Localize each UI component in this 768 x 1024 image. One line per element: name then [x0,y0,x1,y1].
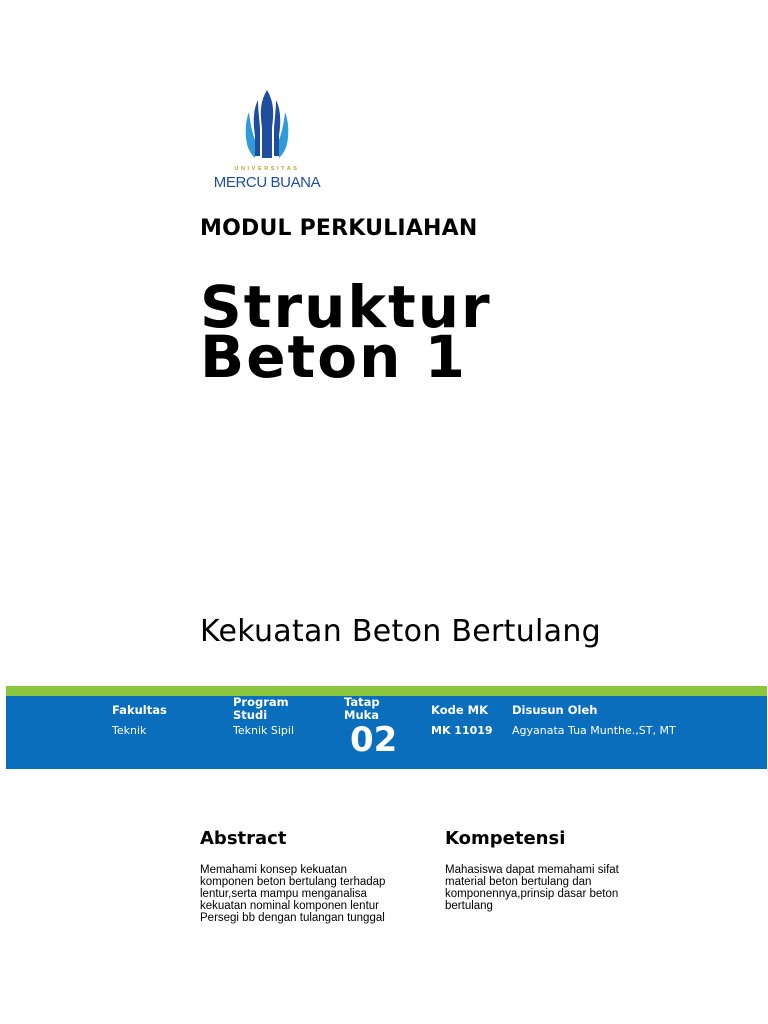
logo-university-name: MERCU BUANA [213,174,321,191]
fakultas-label: Fakultas [112,703,167,717]
abstract-body [200,864,430,924]
course-title-line-1: Struktur [200,273,492,341]
series-label: MODUL PERKULIAHAN [200,216,478,241]
fakultas-value: Teknik [112,724,147,737]
course-info-bar [6,696,767,769]
abstract-line: Memahami konsep kekuatan [200,864,348,876]
program-label-line-1: Program [233,695,289,709]
fakultas-column [112,704,167,737]
kode-mk-label: Kode MK [431,703,489,717]
tatap-muka-column [344,696,397,758]
kompetensi-line: Mahasiswa dapat memahami sifat [445,864,619,876]
course-title-line-2: Beton 1 [200,323,467,391]
abstract-heading: Abstract [200,828,287,849]
disusun-value: Agyanata Tua Munthe.,ST, MT [512,724,676,737]
disusun-column [512,704,676,737]
tatap-muka-value: 02 [350,720,398,760]
module-subtitle: Kekuatan Beton Bertulang [200,614,602,649]
university-logo [200,88,334,196]
mercu-buana-emblem-icon [244,88,290,162]
course-title [200,273,492,391]
kompetensi-line: material beton bertulang dan [445,876,592,888]
logo-university-label: UNIVERSITAS [234,166,300,172]
abstract-line: lentur,serta mampu menganalisa [200,888,367,900]
kode-mk-column [431,704,493,737]
program-value: Teknik Sipil [233,724,295,737]
abstract-line: Persegi bb dengan tulangan tunggal [200,912,385,924]
tatap-label-line-1: Tatap [344,695,380,709]
kompetensi-heading: Kompetensi [445,828,566,849]
kompetensi-line: komponennya,prinsip dasar beton [445,888,619,900]
tatap-label-line-2: Muka [344,708,380,722]
kode-mk-value: MK 11019 [431,724,493,737]
disusun-label: Disusun Oleh [512,703,598,717]
program-label-line-2: Studi [233,708,268,722]
kompetensi-body [445,864,675,912]
abstract-line: kekuatan nominal komponen lentur [200,900,380,912]
green-accent-bar [6,686,767,696]
program-column [233,696,294,737]
abstract-line: komponen beton bertulang terhadap [200,876,386,888]
kompetensi-line: bertulang [445,900,493,912]
